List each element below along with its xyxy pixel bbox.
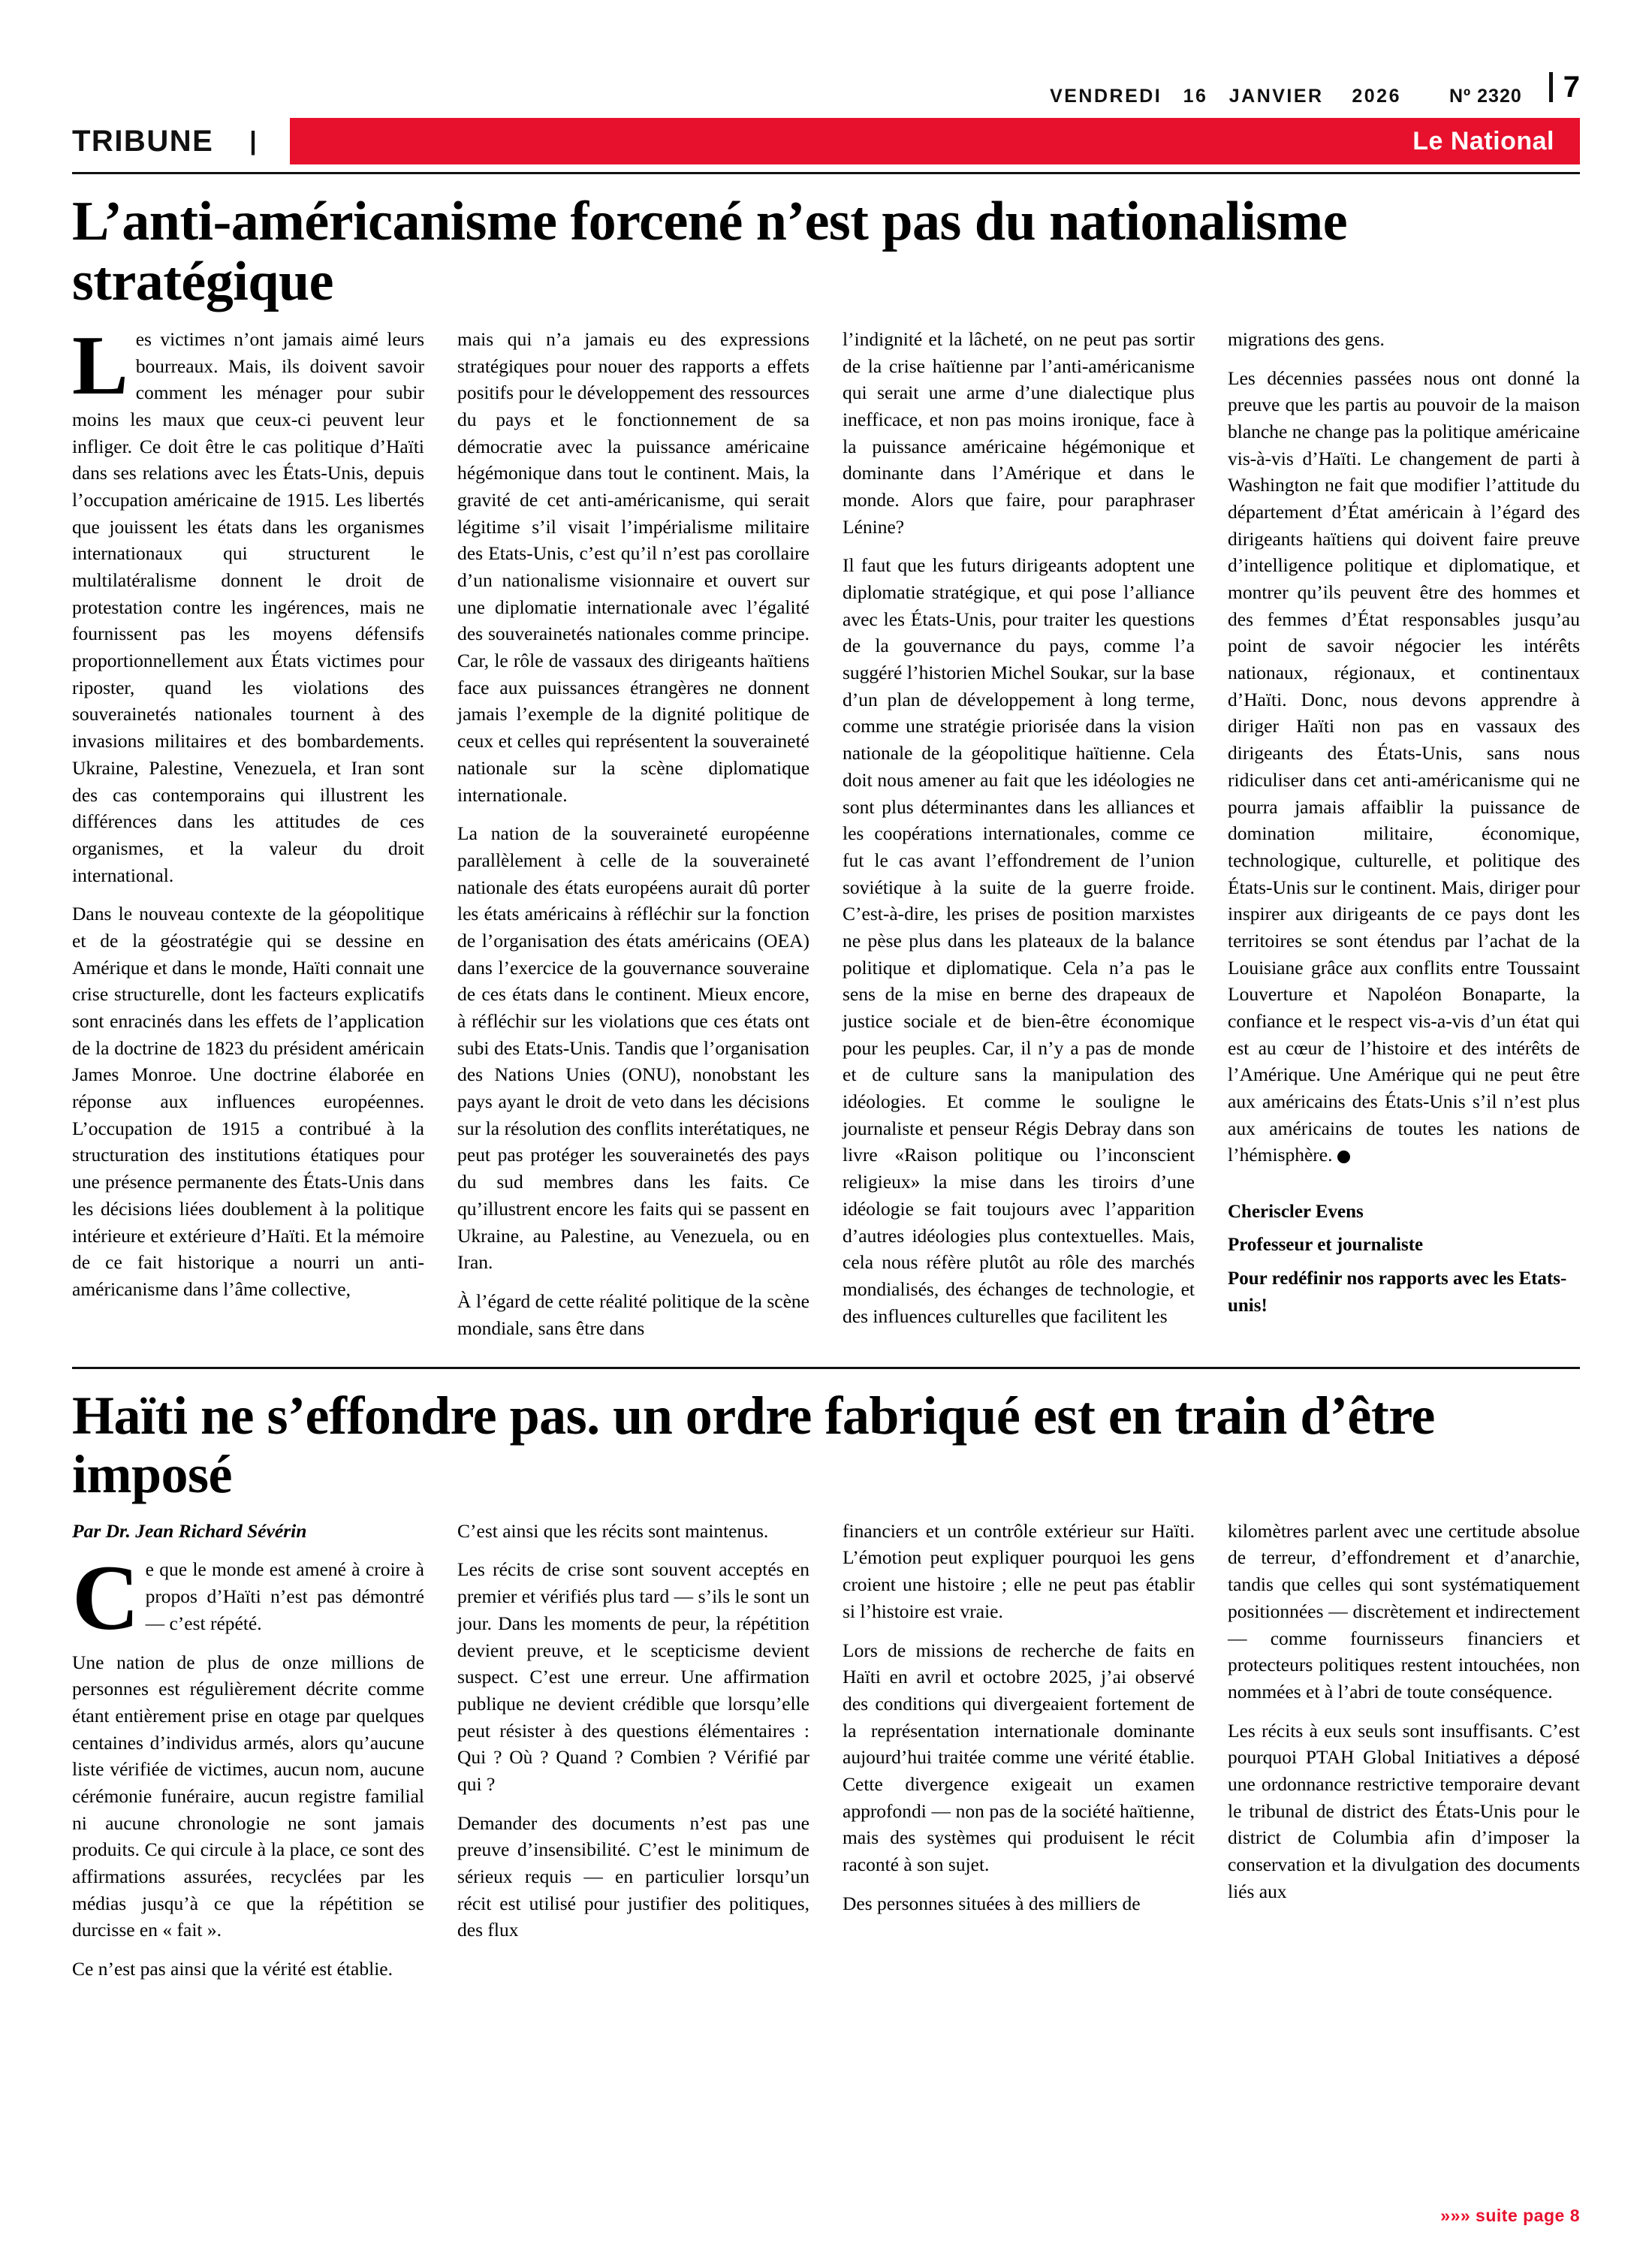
article1-paragraph: À l’égard de cette réalité politique de la scène mondiale, sans être dans [457,1289,809,1339]
article1-author: Cheriscler Evens [1228,1202,1364,1223]
issue-number: Nº 2320 [1449,86,1522,107]
article1-headline-line1: L’anti-américanisme forcené n’est pas du nationalisme [72,191,1348,252]
article1-paragraph: La nation de la souveraineté européenne parallèlement à celle de la souveraineté nationale des états européens aurait dû porter les états américains à réfléchir sur la fonction de l’organisation des états américains (OEA) dans l’exercice de la gouvernance souveraine de ces états dans le continent. Mieux encore, à réfléchir sur les violations que ces états ont subi des Etats-Unis. Tandis que l’organisation des Nations Unies (ONU), nonobstant les pays ayant le droit de veto dans les décisions sur la résolution des conflits interétatiques, ne peut pas protéger les souverainetés des pays du sud membres dans les faits. Ce qu’illustrent encore les faits qui se passent en Ukraine, au Palestine, au Venezuela, ou en Iran. [457,822,809,1274]
article2-paragraph: Demander des documents n’est pas une preuve d’insensibilité. C’est le minimum de sérieux requis — en particulier lorsqu’un récit est utilisé pour justifier des politiques, des flux [457,1811,809,1941]
article2-paragraph: Ce n’est pas ainsi que la vérité est établie. [72,1958,393,1980]
article1-column-2 [457,326,809,1341]
article1-author-role: Professeur et journaliste [1228,1235,1424,1256]
brand-banner [290,118,1580,164]
article1-column-3 [843,326,1195,1341]
article2-headline-line1: Haïti ne s’effondre pas. un ordre fabriqué est en train d’être [72,1386,1435,1446]
end-of-article-bullet-icon [1337,1151,1350,1163]
article1-column-1 [72,318,424,1341]
article2-headline [72,1387,1580,1504]
article2-paragraph: Des personnes situées à des milliers de [843,1892,1141,1914]
page-number: 7 [1563,71,1580,104]
continuation-link[interactable]: »»» suite page 8 [1440,2206,1580,2225]
article2-paragraph: kilomètres parlent avec une certitude absolue de terreur, d’effondrement et d’anarchie, tandis que celles qui sont systématiquement positionnées — discrètement et indirectement — comme fournisseurs financiers et protecteurs politiques restent intouchées, non nommées et à l’abri de toute conséquence. [1228,1519,1580,1703]
article1-paragraph: Les victimes n’ont jamais aimé leurs bourreaux. Mais, ils doivent savoir comment les ménager pour subir moins les maux que ceux-ci peuvent leur infliger. Ce doit être le cas politique d’Haïti dans ses relations avec les États-Unis, depuis l’occupation américaine de 1915. Les libertés que jouissent les états dans les organismes internationaux qui structurent le multilatéralisme donnent le droit de protestation contre les ingérences, mais ne fournissent pas les moyens défensifs proportionnellement aux États victimes pour riposter, quand les violations des souverainetés nationales tournent à des invasions militaires et des bombardements. Ukraine, Palestine, Venezuela, et Iran sont des cas contemporains qui illustrent les différences dans les attitudes de ces organismes, et la valeur du droit international. [72,318,424,886]
section-divider: | [249,126,257,155]
page-number-rule [1549,72,1553,102]
article1-paragraph: Dans le nouveau contexte de la géopolitique et de la géostratégie qui se dessine en Amérique et dans le monde, Haïti connait une crise structurelle, dont les facteurs explicatifs sont enracinés dans les effets de l’application de la doctrine de 1823 du président américain James Monroe. Une doctrine élaborée en réponse aux influences européennes. L’occupation de 1915 a contribué à la structuration des institutions étatiques pour une présence permanente des États-Unis dans les décisions liées doublement à la politique intérieure et extérieure d’Haïti. Et la mémoire de ce fait historique a nourri un anti-américanisme dans l’âme collective, [72,903,424,1300]
article2-paragraph: Ce que le monde est amené à croire à propos d’Haïti n’est pas démontré — c’est répété. [72,1546,424,1650]
masthead-rule [72,172,1580,174]
article2-paragraph: Les récits à eux seuls sont insuffisants. C’est pourquoi PTAH Global Initiatives a déposé une ordonnance restrictive temporaire devant le tribunal de district des États-Unis pour le district de Columbia afin d’imposer la conservation et la divulgation des documents liés aux [1228,1719,1580,1902]
article-separator [72,1367,1580,1369]
issue-date: VENDREDI 16 JANVIER 2026 [1050,86,1401,107]
article2-column-2 [457,1518,809,1983]
masthead-top [72,0,1580,107]
page-number-group [1549,72,1580,102]
article2-column-4 [1228,1518,1580,1983]
article2-paragraph: Une nation de plus de onze millions de personnes est régulièrement décrite comme étant entièrement prise en otage par quelques centaines d’individus armés, alors qu’aucune liste vérifiée de victimes, aucun nom, aucune cérémonie funéraire, aucun registre familial ni aucune chronologie ne sont jamais produits. Ce qui circule à la place, ce sont des affirmations assurées, recyclées par les médias jusqu’à ce que la répétition se durcisse en « fait ». [72,1651,424,1941]
article1-signature [1228,1199,1580,1320]
brand-name: Le National [1412,126,1554,155]
article2-paragraph: C’est ainsi que les récits sont maintenus. [457,1519,769,1542]
article1-paragraph: l’indignité et la lâcheté, on ne peut pas sortir de la crise haïtienne par l’anti-américanisme qui serait une arme d’une dialectique plus inefficace, et non pas moins ironique, face à la puissance américaine hégémonique et dominante dans l’Amérique et dans le monde. Alors que faire, pour paraphraser Lénine? [843,327,1195,538]
article1-paragraph [1228,365,1580,1169]
article2-paragraph: financiers et un contrôle extérieur sur Haïti. L’émotion peut expliquer pourquoi les gens croient une histoire ; elle ne peut pas établir si l’histoire est vraie. [843,1519,1195,1622]
section-title: TRIBUNE [72,124,214,158]
article2-paragraph: Les récits de crise sont souvent acceptés en premier et vérifiés plus tard — s’ils le sont un jour. Dans les moments de peur, la répétition devient preuve, et le scepticisme devient suspect. C’est une erreur. Une affirmation publique ne devient crédible que lorsqu’elle peut résister à des questions élémentaires : Qui ? Où ? Quand ? Combien ? Vérifié par qui ? [457,1558,809,1795]
article1-paragraph: mais qui n’a jamais eu des expressions stratégiques pour nouer des rapports a effets positifs pour le développement des ressources du pays et le fonctionnement de sa démocratie avec la puissance américaine hégémonique dans tout le continent. Mais, la gravité de cet anti-américanisme, qui serait légitime s’il visait l’impérialisme militaire des Etats-Unis, c’est qu’il n’est pas corollaire d’un nationalisme visionnaire et ouvert sur une diplomatie internationale avec l’égalité des souverainetés nationales comme principe. Car, le rôle de vassaux des dirigeants haïtiens face aux puissances étrangères ne donnent jamais l’exemple de la dignité politique de ceux et celles qui représentent la souveraineté nationale sur la scène diplomatique internationale. [457,327,809,806]
article2-paragraph: Lors de missions de recherche de faits en Haïti en avril et octobre 2025, j’ai observé des conditions qui divergeaient fortement de la représentation internationale dominante aujourd’hui traitée comme une vérité établie. Cette divergence exigeait un examen approfondi — non pas de la société haïtienne, mais des systèmes qui produisent le récit raconté à son sujet. [843,1639,1195,1875]
article2-byline: Par Dr. Jean Richard Sévérin [72,1519,307,1542]
article1-paragraph: migrations des gens. [1228,327,1385,350]
article1-column-4 [1228,326,1580,1341]
article1-headline-line2: stratégique [72,250,333,312]
article1-author-note: Pour redéfinir nos rapports avec les Etats-unis! [1228,1268,1567,1316]
article1-columns [72,318,1580,1341]
article1-paragraph-text: Les décennies passées nous ont donné la preuve que les partis au pouvoir de la maison blanche ne change pas la politique américaine vis-à-vis d’Haïti. Le changement de parti à Washington ne fait que modifier l’attitude du département d’État américain à l’égard des dirigeants haïtiens qui doivent faire preuve d’intelligence politique et diplomatique, et montrer qu’ils peuvent être des hommes et des femmes d’État responsables jusqu’au point de savoir négocier les intérêts nationaux, régionaux, et continentaux d’Haïti. Donc, nous devons apprendre à diriger Haïti non pas en vassaux des dirigeants des États-Unis, sans nous ridiculiser dans cet anti-américanisme qui ne pourra jamais affaiblir la puissance de domination militaire, économique, technologique, culturelle, et politique des États-Unis sur le continent. Mais, diriger pour inspirer aux dirigeants de ce pays dont les territoires se sont étendus par l’achat de la Louisiane grâce aux conflits entre Toussaint Louverture et Napoléon Bonaparte, la confiance et le respect vis-a-vis d’un état qui est au cœur de l’histoire et des intérêts de l’Amérique. Une Amérique qui ne peut être aux américains des États-Unis s’il n’est plus aux américains de toutes les nations de l’hémisphère. [1228,366,1580,1166]
article2-column-1 [72,1518,424,1983]
article1-headline [72,192,1580,312]
article2-column-3 [843,1518,1195,1983]
article2-headline-line2: imposé [72,1444,232,1504]
article1-paragraph: Il faut que les futurs dirigeants adoptent une diplomatie stratégique, et qui pose l’alliance avec les États-Unis, pour traiter les questions de la gouvernance du pays, comme l’a suggéré l’historien Michel Soukar, sur la base d’un plan de développement à long terme, comme une stratégie priorisée dans la vision nationale de la géopolitique haïtienne. Cela doit nous amener au fait que les idéologies ne sont plus déterminantes dans les alliances et les coopérations internationales, comme ce fut le cas avant l’effondrement de l’union soviétique à la suite de la guerre froide. C’est-à-dire, les prises de position marxistes ne pèse plus dans les plateaux de la balance politique et diplomatique. Cela n’a pas le sens de la mise en berne des drapeaux de justice sociale et de bien-être économique pour les peuples. Car, il n’y a pas de monde et de culture sans la manipulation des idéologies. Et comme le souligne le journaliste et penseur Régis Debray dans son livre «Raison politique ou l’inconscient religieux» la mise dans les tiroirs d’une idéologie se fait toujours avec l’apparition d’autres idéologies plus contextuelles. Mais, cela nous réfère plutôt au rôle des marchés mondialisés, des échanges de technologie, et des influences culturelles que facilitent les [843,554,1195,1327]
article2-columns [72,1518,1580,1983]
masthead-bar [72,118,1580,164]
